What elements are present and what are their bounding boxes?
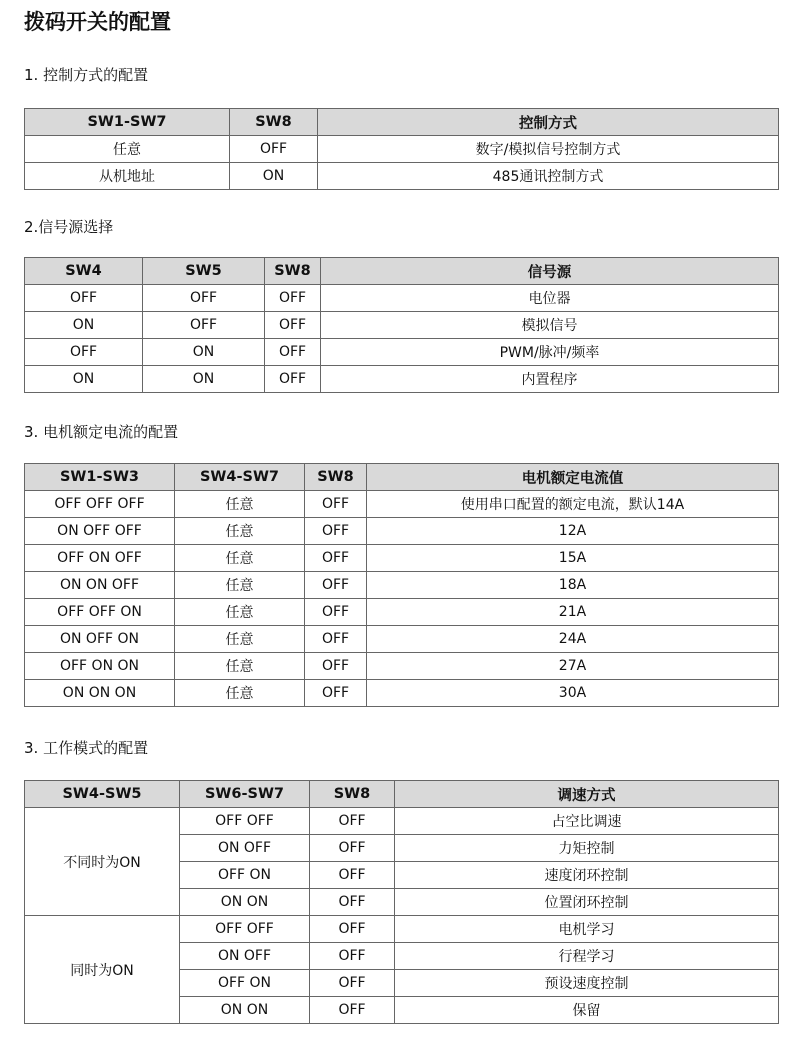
table-cell: 任意 [25, 136, 230, 163]
column-header: SW1-SW3 [25, 464, 175, 491]
table-cell: 27A [367, 653, 779, 680]
group-label-cell: 不同时为ON [25, 808, 180, 916]
table-cell: 数字/模拟信号控制方式 [318, 136, 779, 163]
table-cell: OFF [143, 312, 265, 339]
table-row [25, 599, 779, 626]
table-cell: 速度闭环控制 [395, 862, 779, 889]
column-header: SW4-SW5 [25, 781, 180, 808]
table-row [25, 545, 779, 572]
table-cell: ON OFF OFF [25, 518, 175, 545]
table-cell: 任意 [175, 545, 305, 572]
table-cell: 占空比调速 [395, 808, 779, 835]
table-cell: OFF ON OFF [25, 545, 175, 572]
column-header: SW5 [143, 258, 265, 285]
column-header: SW8 [305, 464, 367, 491]
table-row [25, 808, 779, 835]
signal-source-table [24, 257, 779, 393]
table-cell: 内置程序 [321, 366, 779, 393]
table-row [25, 136, 779, 163]
table-cell: 12A [367, 518, 779, 545]
table-cell: OFF [305, 491, 367, 518]
table-cell: ON OFF ON [25, 626, 175, 653]
section-heading-work-mode: 3. 工作模式的配置 [24, 739, 149, 757]
table-cell: OFF [310, 862, 395, 889]
table-cell: ON OFF [180, 835, 310, 862]
section-heading-control-mode: 1. 控制方式的配置 [24, 66, 149, 84]
table-header-row [25, 258, 779, 285]
table-cell: OFF [265, 366, 321, 393]
table-cell: ON [230, 163, 318, 190]
table-cell: 模拟信号 [321, 312, 779, 339]
group-label-cell: 同时为ON [25, 916, 180, 1024]
work-mode-table [24, 780, 779, 1024]
table-row [25, 680, 779, 707]
table-cell: OFF [265, 285, 321, 312]
table-cell: ON [143, 366, 265, 393]
table-cell: OFF [305, 599, 367, 626]
table-cell: 18A [367, 572, 779, 599]
column-header: SW6-SW7 [180, 781, 310, 808]
table-cell: ON [25, 312, 143, 339]
table-cell: 15A [367, 545, 779, 572]
table-cell: 任意 [175, 626, 305, 653]
table-cell: OFF [305, 680, 367, 707]
table-cell: 任意 [175, 518, 305, 545]
table-header-row [25, 781, 779, 808]
table-cell: OFF [305, 572, 367, 599]
table-row [25, 572, 779, 599]
table-cell: 21A [367, 599, 779, 626]
table-row [25, 916, 779, 943]
table-cell: OFF ON [180, 970, 310, 997]
table-cell: OFF ON [180, 862, 310, 889]
table-cell: 30A [367, 680, 779, 707]
table-cell: OFF [310, 943, 395, 970]
table-cell: 保留 [395, 997, 779, 1024]
table-cell: OFF [25, 339, 143, 366]
table-row [25, 285, 779, 312]
column-header: 电机额定电流值 [367, 464, 779, 491]
table-cell: 使用串口配置的额定电流，默认14A [367, 491, 779, 518]
table-cell: OFF [25, 285, 143, 312]
table-cell: 电位器 [321, 285, 779, 312]
column-header: 控制方式 [318, 109, 779, 136]
column-header: SW1-SW7 [25, 109, 230, 136]
column-header: 信号源 [321, 258, 779, 285]
rated-current-table [24, 463, 779, 707]
table-cell: ON OFF [180, 943, 310, 970]
table-header-row [25, 464, 779, 491]
column-header: 调速方式 [395, 781, 779, 808]
table-cell: OFF [310, 970, 395, 997]
table-cell: OFF [305, 653, 367, 680]
column-header: SW8 [310, 781, 395, 808]
table-cell: ON ON ON [25, 680, 175, 707]
table-cell: 任意 [175, 680, 305, 707]
table-cell: OFF [310, 808, 395, 835]
column-header: SW8 [265, 258, 321, 285]
table-row [25, 518, 779, 545]
table-cell: 任意 [175, 491, 305, 518]
table-cell: 电机学习 [395, 916, 779, 943]
table-cell: OFF [310, 835, 395, 862]
table-cell: OFF [265, 312, 321, 339]
column-header: SW4 [25, 258, 143, 285]
table-cell: 力矩控制 [395, 835, 779, 862]
table-cell: 任意 [175, 653, 305, 680]
table-cell: 任意 [175, 572, 305, 599]
table-cell: 485通讯控制方式 [318, 163, 779, 190]
table-cell: 预设速度控制 [395, 970, 779, 997]
table-cell: OFF [305, 518, 367, 545]
table-cell: OFF OFF ON [25, 599, 175, 626]
table-cell: 行程学习 [395, 943, 779, 970]
table-cell: ON [143, 339, 265, 366]
table-row [25, 491, 779, 518]
table-cell: 从机地址 [25, 163, 230, 190]
table-cell: 任意 [175, 599, 305, 626]
table-row [25, 653, 779, 680]
table-cell: ON ON [180, 997, 310, 1024]
table-cell: OFF [143, 285, 265, 312]
table-row [25, 163, 779, 190]
column-header: SW8 [230, 109, 318, 136]
table-cell: OFF [305, 626, 367, 653]
table-cell: ON ON OFF [25, 572, 175, 599]
table-row [25, 339, 779, 366]
table-row [25, 626, 779, 653]
table-cell: OFF [230, 136, 318, 163]
table-cell: OFF OFF [180, 808, 310, 835]
table-cell: 位置闭环控制 [395, 889, 779, 916]
column-header: SW4-SW7 [175, 464, 305, 491]
table-cell: OFF [310, 916, 395, 943]
table-header-row [25, 109, 779, 136]
table-cell: OFF [305, 545, 367, 572]
table-cell: OFF ON ON [25, 653, 175, 680]
table-cell: OFF [310, 997, 395, 1024]
page-title: 拨码开关的配置 [24, 10, 171, 34]
table-cell: OFF OFF OFF [25, 491, 175, 518]
section-heading-signal-source: 2.信号源选择 [24, 218, 114, 236]
table-cell: OFF [310, 889, 395, 916]
table-cell: OFF OFF [180, 916, 310, 943]
table-row [25, 312, 779, 339]
section-heading-rated-current: 3. 电机额定电流的配置 [24, 423, 179, 441]
table-cell: ON [25, 366, 143, 393]
table-cell: PWM/脉冲/频率 [321, 339, 779, 366]
control-mode-table [24, 108, 779, 190]
table-cell: 24A [367, 626, 779, 653]
table-cell: ON ON [180, 889, 310, 916]
table-cell: OFF [265, 339, 321, 366]
table-row [25, 366, 779, 393]
